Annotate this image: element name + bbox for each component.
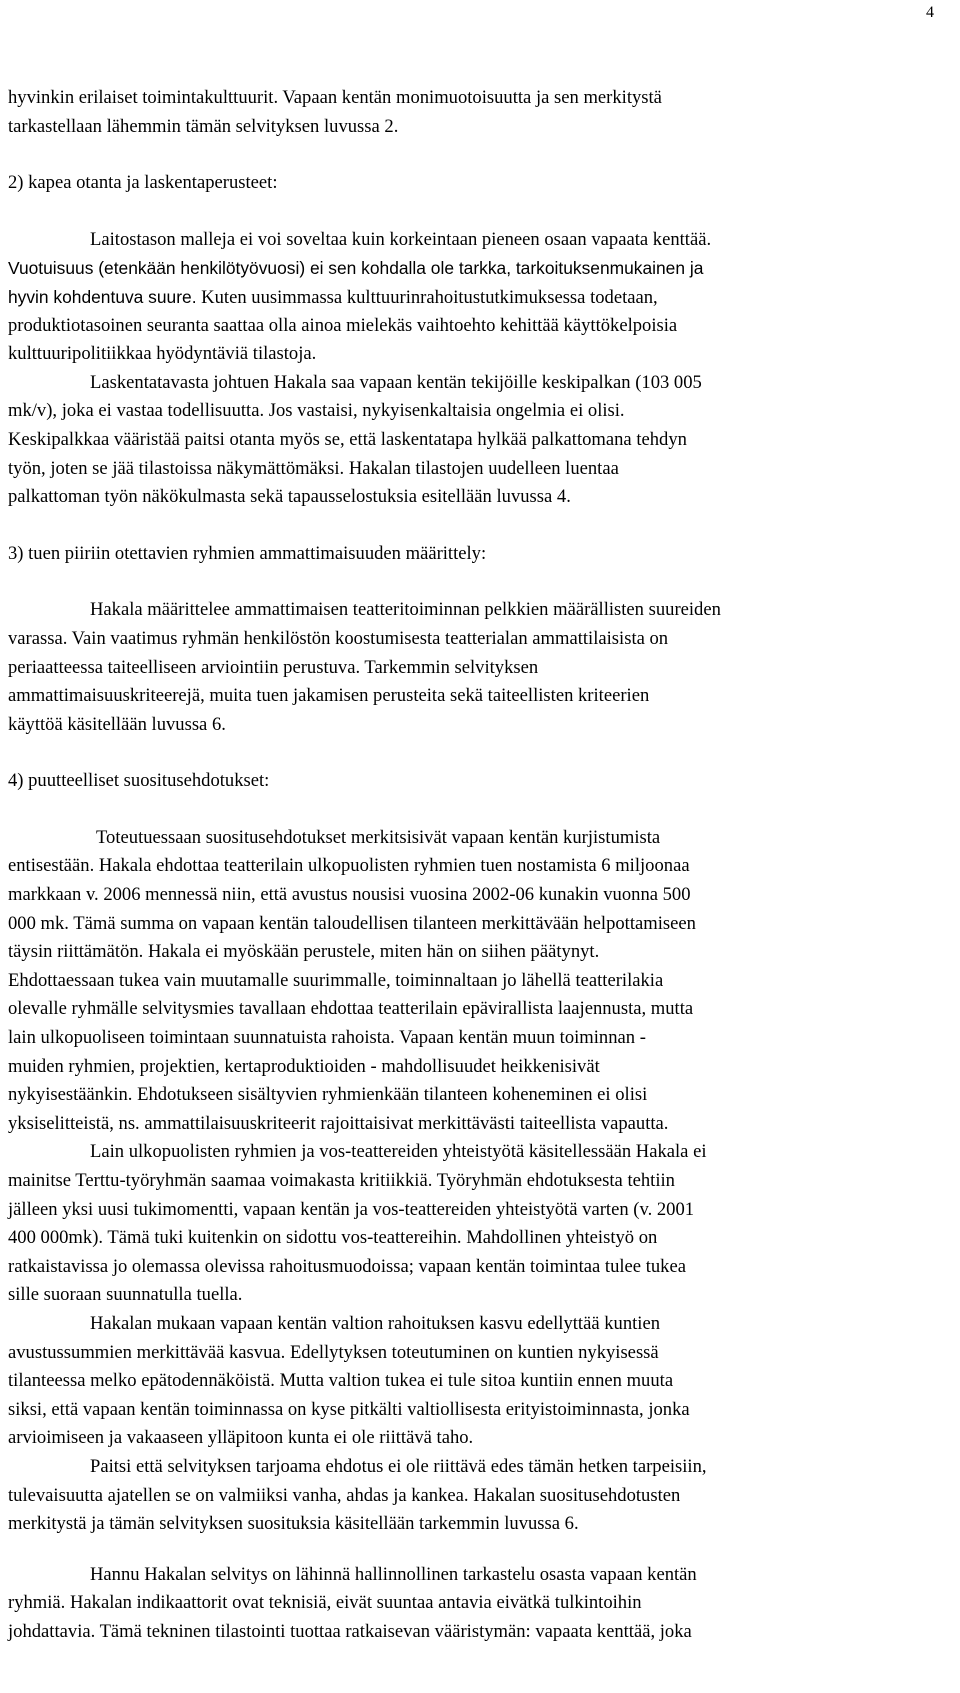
text-line: mk/v), joka ei vastaa todellisuutta. Jos vastaisi, nykyisenkaltaisia ongelmia ei olisi. [8, 400, 625, 422]
text-line: Hannu Hakalan selvitys on lähinnä hallinnollinen tarkastelu osasta vapaan kentän [90, 1563, 697, 1585]
text-line: Vuotuisuus (etenkään henkilötyövuosi) ei sen kohdalla ole tarkka, tarkoituksenmukainen ja [8, 258, 704, 279]
text-line: olevalle ryhmälle selvitysmies tavallaan ehdottaa teatterilain epävirallista laajennusta, mutta [8, 998, 694, 1020]
text-line: ratkaistavissa jo olemassa olevissa rahoitusmuodoissa; vapaan kentän toimintaa tulee tukea [8, 1255, 686, 1277]
text-line: Hakalan mukaan vapaan kentän valtion rahoituksen kasvu edellyttää kuntien [90, 1312, 661, 1334]
section-heading: 2) kapea otanta ja laskentaperusteet: [8, 172, 278, 194]
text-line: käyttöä käsitellään luvussa 6. [8, 713, 226, 735]
text-line: Ehdottaessaan tukea vain muutamalle suurimmalle, toiminnaltaan jo lähellä teatterilakia [8, 969, 664, 991]
text-line: täysin riittämätön. Hakala ei myöskään perustele, miten hän on siihen päätynyt. [8, 941, 600, 963]
text-line: Hakala määrittelee ammattimaisen teatteritoiminnan pelkkien määrällisten suureiden [90, 599, 721, 621]
text-line: Paitsi että selvityksen tarjoama ehdotus ei ole riittävä edes tämän hetken tarpeisiin, [90, 1455, 707, 1477]
text-line: kulttuuripolitiikkaa hyödyntäviä tilastoja. [8, 343, 317, 365]
text-line: tarkastellaan lähemmin tämän selvityksen luvussa 2. [8, 115, 399, 137]
text-line: mainitse Terttu-työryhmän saamaa voimakasta kritiikkiä. Työryhmän ehdotuksesta tehtiin [8, 1170, 675, 1191]
text-line: ryhmiä. Hakalan indikaattorit ovat teknisiä, eivät suuntaa antavia eivätkä tulkintoihin [8, 1592, 642, 1614]
text-line: Laskentatavasta johtuen Hakala saa vapaan kentän tekijöille keskipalkan (103 005 [90, 371, 702, 393]
text-line: 000 mk. Tämä summa on vapaan kentän taloudellisen tilanteen merkittävään helpottamiseen [8, 912, 696, 934]
text-line: markkaan v. 2006 mennessä niin, että avustus nousisi vuosina 2002-06 kunakin vuonna 500 [8, 884, 691, 906]
text-line: yksiselitteistä, ns. ammattilaisuuskriteerit rajoittaisivat merkittävästi taiteellista vapautta. [8, 1112, 669, 1134]
text-line: palkattoman työn näkökulmasta sekä tapausselostuksia esitellään luvussa 4. [8, 486, 571, 508]
text-line: muiden ryhmien, projektien, kertaproduktioiden - mahdollisuudet heikkenisivät [8, 1055, 600, 1077]
text-line: lain ulkopuoliseen toimintaan suunnatuista rahoista. Vapaan kentän muun toiminnan - [8, 1027, 646, 1049]
text-line: Laitostason malleja ei voi soveltaa kuin korkeintaan pieneen osaan vapaata kenttää. [90, 228, 712, 250]
text-line: produktiotasoinen seuranta saattaa olla ainoa mielekäs vaihtoehto kehittää käyttökelpoisia [8, 314, 678, 336]
page-number: 4 [926, 4, 934, 21]
text-line: nykyisestäänkin. Ehdotukseen sisältyvien ryhmienkään tilanteen koheneminen ei olisi [8, 1084, 648, 1106]
text-line: Toteutuessaan suositusehdotukset merkitsisivät vapaan kentän kurjistumista [96, 826, 661, 848]
text-line: avustussummien merkittävää kasvua. Edellytyksen toteutuminen on kuntien nykyisessä [8, 1341, 659, 1363]
text-line: Keskipalkkaa vääristää paitsi otanta myös se, että laskentatapa hylkää palkattomana tehdyn [8, 428, 687, 450]
section-heading: 3) tuen piiriin otettavien ryhmien ammattimaisuuden määrittely: [8, 542, 487, 564]
text-segment: hyvin kohdentuva suure. [8, 286, 197, 307]
text-line [0, 283, 960, 312]
text-line: entisestään. Hakala ehdottaa teatterilain ulkopuolisten ryhmien tuen nostamista 6 miljoonaa [8, 855, 690, 877]
text-line: hyvinkin erilaiset toimintakulttuurit. Vapaan kentän monimuotoisuutta ja sen merkitystä [8, 87, 662, 108]
text-line: työn, joten se jää tilastoissa näkymättömäksi. Hakalan tilastojen uudelleen luentaa [8, 457, 619, 479]
text-line: 400 000mk). Tämä tuki kuitenkin on sidottu vos-teattereihin. Mahdollinen yhteistyö on [8, 1227, 658, 1249]
text-line: varassa. Vain vaatimus ryhmän henkilöstön koostumisesta teatterialan ammattilaisista on [8, 627, 669, 649]
text-line: ammattimaisuuskriteerejä, muita tuen jakamisen perusteita sekä taiteellisten kriteerien [8, 685, 650, 707]
text-line: periaatteessa taiteelliseen arviointiin perustuva. Tarkemmin selvityksen [8, 656, 539, 678]
text-line: johdattavia. Tämä tekninen tilastointi tuottaa ratkaisevan vääristymän: vapaata kenttää, joka [8, 1620, 692, 1642]
text-line: Lain ulkopuolisten ryhmien ja vos-teattereiden yhteistyötä käsitellessään Hakala ei [90, 1141, 707, 1163]
text-segment: Kuten uusimmassa kulttuurinrahoitustutkimuksessa todetaan, [196, 286, 658, 308]
document-body [0, 84, 960, 1647]
text-line: arvioimiseen ja vakaaseen ylläpitoon kunta ei ole riittävä taho. [8, 1427, 474, 1449]
text-line: siksi, että vapaan kentän toiminnassa on kyse pitkälti valtiollisesta erityistoiminnasta, jonka [8, 1398, 690, 1420]
text-line: tilanteessa melko epätodennäköistä. Mutta valtion tukea ei tule sitoa kuntiin ennen muuta [8, 1370, 674, 1392]
section-heading: 4) puutteelliset suositusehdotukset: [8, 770, 270, 792]
text-line: merkitystä ja tämän selvityksen suosituksia käsitellään tarkemmin luvussa 6. [8, 1513, 579, 1535]
text-line: tulevaisuutta ajatellen se on valmiiksi vanha, ahdas ja kankea. Hakalan suositusehdotusten [8, 1484, 681, 1506]
text-line: jälleen yksi uusi tukimomentti, vapaan kentän ja vos-teattereiden yhteistyötä varten (v. 2001 [8, 1198, 695, 1220]
text-line: sille suoraan suunnatulla tuella. [8, 1284, 243, 1306]
